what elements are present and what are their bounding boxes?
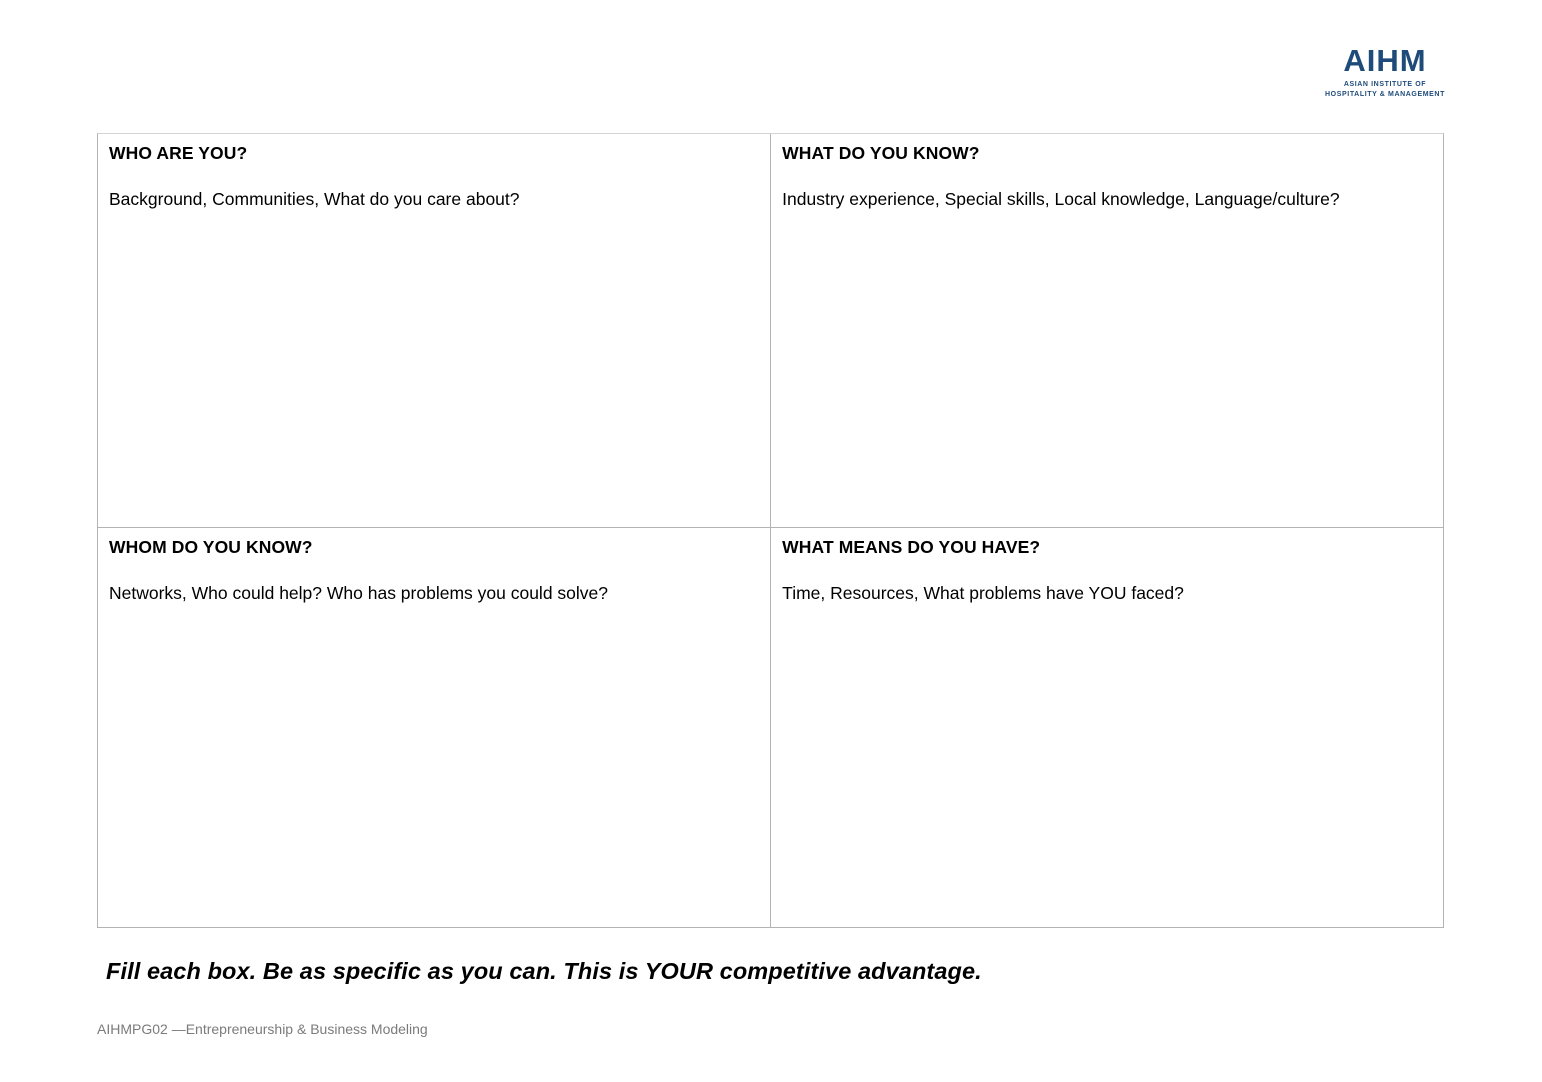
- cell-fill-area-what-do-you-know[interactable]: [782, 211, 1432, 518]
- cell-title: WHAT DO YOU KNOW?: [782, 143, 980, 163]
- cell-what-do-you-know: [771, 134, 1443, 528]
- aihm-logo-subtitle-line2: HOSPITALITY & MANAGEMENT: [1325, 91, 1445, 99]
- cell-fill-area-whom-do-you-know[interactable]: [109, 605, 759, 918]
- cell-subtitle: Networks, Who could help? Who has problems you could solve?: [109, 583, 608, 604]
- cell-subtitle: Industry experience, Special skills, Local knowledge, Language/culture?: [782, 189, 1340, 209]
- footer-course-label: AIHMPG02 —Entrepreneurship & Business Modeling: [97, 1021, 428, 1037]
- cell-fill-area-who-are-you[interactable]: [109, 211, 759, 518]
- cell-title: WHOM DO YOU KNOW?: [109, 537, 313, 558]
- cell-subtitle: Time, Resources, What problems have YOU faced?: [782, 583, 1184, 604]
- cell-who-are-you: [98, 134, 771, 528]
- cell-title: WHAT MEANS DO YOU HAVE?: [782, 537, 1041, 558]
- cell-what-means-do-you-have: [771, 528, 1443, 927]
- aihm-logo-subtitle-line1: ASIAN INSTITUTE OF: [1343, 81, 1427, 88]
- aihm-logo: [1325, 45, 1445, 100]
- worksheet-grid: [97, 133, 1444, 928]
- cell-fill-area-what-means-do-you-have[interactable]: [782, 605, 1432, 918]
- cell-subtitle: Background, Communities, What do you care about?: [109, 189, 520, 209]
- aihm-logo-acronym: AIHM: [1343, 43, 1427, 78]
- cell-title: WHO ARE YOU?: [109, 143, 248, 163]
- instruction-text: Fill each box. Be as specific as you can. This is YOUR competitive advantage.: [106, 958, 982, 984]
- cell-whom-do-you-know: [98, 528, 771, 927]
